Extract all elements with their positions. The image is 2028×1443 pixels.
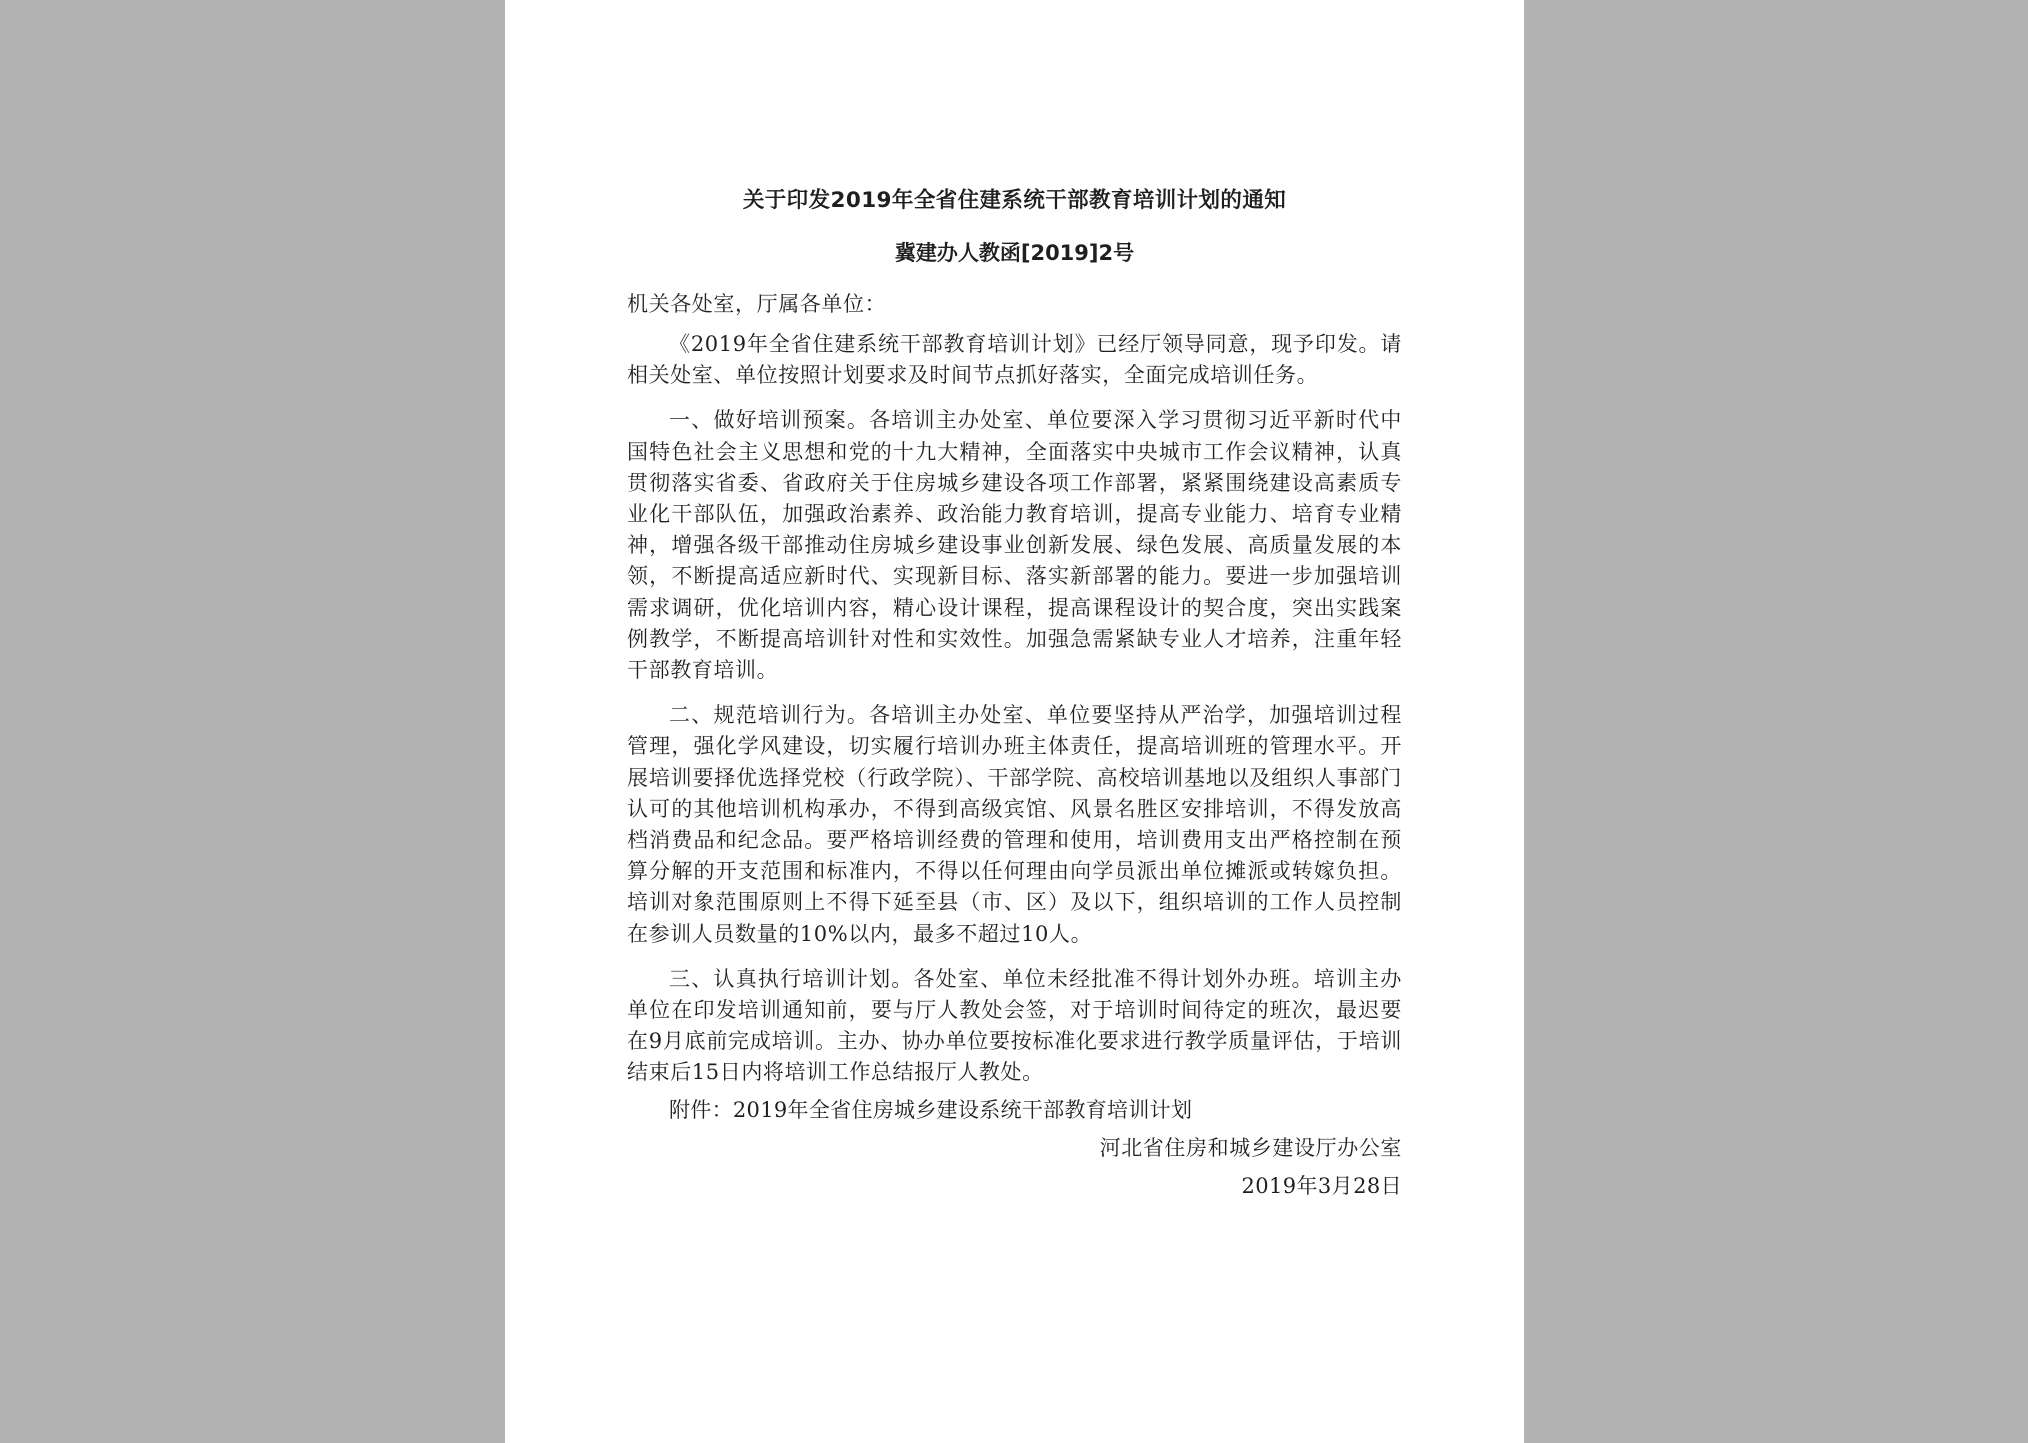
signer: 河北省住房和城乡建设厅办公室 [1099, 1135, 1402, 1160]
document-number: 冀建办人教函[2019]2号 [894, 241, 1135, 265]
document-page [505, 0, 1524, 1443]
salutation: 机关各处室，厅属各单位： [627, 292, 887, 316]
page-content [627, 185, 1402, 1202]
paragraph-section-2: 二、规范培训行为。各培训主办处室、单位要坚持从严治学，加强培训过程管理，强化学风建设，切实履行培训办班主体责任，提高培训班的管理水平。开展培训要择优选择党校（行政学院）、干部学院、高校培训基地以及组织人事部门认可的其他培训机构承办，不得到高级宾馆、风景名胜区安排培训，不得发放高档消费品和纪念品。要严格培训经费的管理和使用，培训费用支出严格控制在预算分解的开支范围和标准内，不得以任何理由向学员派出单位摊派或转嫁负担。培训对象范围原则上不得下延至县（市、区）及以下，组织培训的工作人员控制在参训人员数量的10%以内，最多不超过10人。 [627, 703, 1402, 946]
attachment-line: 附件：2019年全省住房城乡建设系统干部教育培训计划 [669, 1097, 1193, 1122]
document-title: 关于印发2019年全省住建系统干部教育培训计划的通知 [742, 188, 1287, 213]
issue-date: 2019年3月28日 [1241, 1173, 1402, 1198]
paragraph-section-1: 一、做好培训预案。各培训主办处室、单位要深入学习贯彻习近平新时代中国特色社会主义思想和党的十九大精神，全面落实中央城市工作会议精神，认真贯彻落实省委、省政府关于住房城乡建设各项工作部署，紧紧围绕建设高素质专业化干部队伍，加强政治素养、政治能力教育培训，提高专业能力、培育专业精神，增强各级干部推动住房城乡建设事业创新发展、绿色发展、高质量发展的本领，不断提高适应新时代、实现新目标、落实新部署的能力。要进一步加强培训需求调研，优化培训内容，精心设计课程，提高课程设计的契合度，突出实践案例教学，不断提高培训针对性和实效性。加强急需紧缺专业人才培养，注重年轻干部教育培训。 [627, 408, 1402, 683]
paragraph-section-3: 三、认真执行培训计划。各处室、单位未经批准不得计划外办班。培训主办单位在印发培训通知前，要与厅人教处会签，对于培训时间待定的班次，最迟要在9月底前完成培训。主办、协办单位要按标准化要求进行教学质量评估，于培训结束后15日内将培训工作总结报厅人教处。 [627, 966, 1402, 1085]
paragraph-intro: 《2019年全省住建系统干部教育培训计划》已经厅领导同意，现予印发。请相关处室、单位按照计划要求及时间节点抓好落实，全面完成培训任务。 [627, 332, 1402, 388]
